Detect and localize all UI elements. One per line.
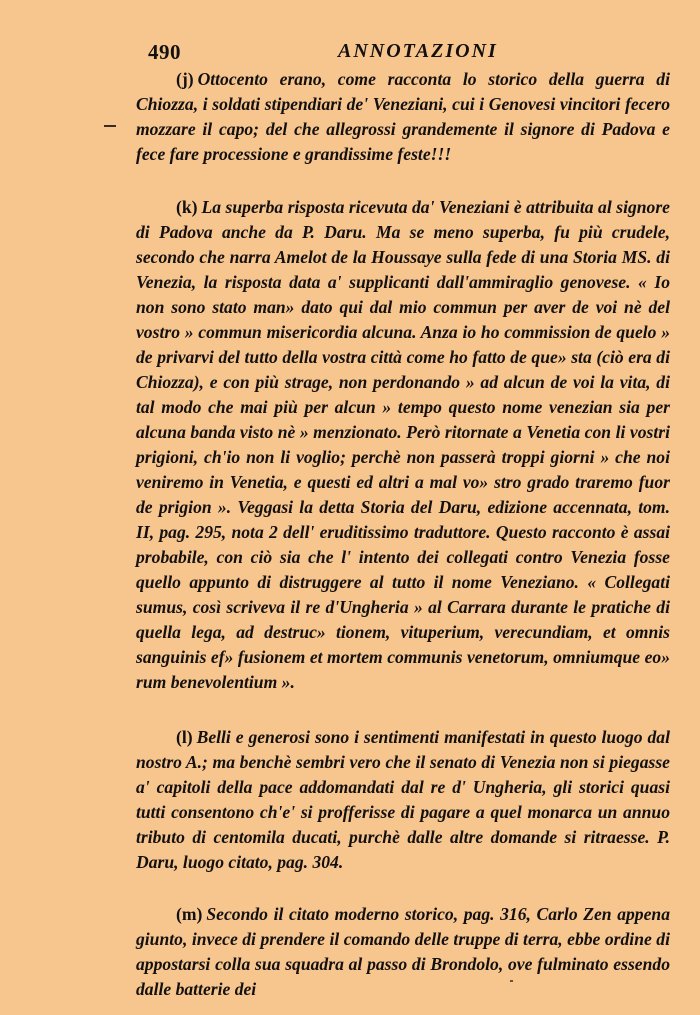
annotation-marker: (k) — [176, 197, 198, 217]
running-title: ANNOTAZIONI — [338, 40, 498, 62]
annotation-j — [136, 67, 670, 167]
annotation-k — [136, 195, 670, 695]
annotation-text: La superba risposta ricevuta da' Veneziani è attribuita al signore di Padova anche da P. Daru. Ma se meno superba, fu più crudele, secondo che narra Amelot de la Houssaye sulla fede di una Storia MS. di Venezia, la risposta data a' supplicanti dall'ammiraglio genovese. « Io non sono stato man» dato qui dal mio commun per aver de voi nè del vostro » commun misericordia alcuna. Anza io ho commission de quelo » de privarvi del tutto della vostra città come ho fatto de que» sta (ciò era di Chiozza), e con più strage, non perdonando » ad alcun de voi la vita, di tal modo che mai più per alcun » tempo questo nome venezian sia per alcuna banda visto nè » menzionato. Però ritornate a Venetia con li vostri prigioni, ch'io non li voglio; perchè non passerà troppi giorni » che noi veniremo in Venetia, e questi ed altri a mal vo» stro grado traremo fuor de prigion ». Veggasi la detta Storia del Daru, edizione accennata, tom. II, pag. 295, nota 2 dell' eruditissimo traduttore. Questo racconto è assai probabile, con ciò sia che l' intento dei collegati contro Venezia fosse quello appunto di distruggere al tutto il nome Veneziano. « Collegati sumus, così scriveva il re d'Ungheria » al Carrara durante le pratiche di quella lega, ad destruc» tionem, vituperium, verecundiam, et omnis sanguinis ef» fusionem et mortem communis venetorum, omniumque eo» rum benevolentium ». — [136, 197, 670, 692]
margin-mark — [104, 125, 116, 127]
annotation-marker: (l) — [176, 727, 193, 747]
page-number: 490 — [148, 40, 181, 64]
annotation-marker: (m) — [176, 904, 203, 924]
annotation-l — [136, 725, 670, 875]
annotation-m — [136, 902, 670, 1002]
annotation-text: Secondo il citato moderno storico, pag. 316, Carlo Zen appena giunto, invece di prendere il comando delle truppe di terra, ebbe ordine di appostarsi colla sua squadra al passo di Brondolo, ove fulminato essendo dalle batterie dei — [136, 904, 670, 999]
page-speck — [510, 980, 513, 982]
annotation-marker: (j) — [176, 69, 194, 89]
annotation-text: Ottocento erano, come racconta lo storico della guerra di Chiozza, i soldati stipendiari de' Veneziani, cui i Genovesi vincitori fecero mozzare il capo; del che allegrossi grandemente il signore di Padova e fece fare processione e grandissime feste!!! — [136, 69, 670, 164]
annotations-body — [136, 67, 670, 1002]
annotation-text: Belli e generosi sono i sentimenti manifestati in questo luogo dal nostro A.; ma benchè sembri vero che il senato di Venezia non si piegasse a' capitoli della pace addomandati dal re d' Ungheria, gli storici quasi tutti consentono ch'e' si profferisse di pagare a quel monarca un annuo tributo di centomila ducati, purchè dalle altre domande si ritraesse. P. Daru, luogo citato, pag. 304. — [136, 727, 670, 872]
page-header — [148, 40, 668, 64]
